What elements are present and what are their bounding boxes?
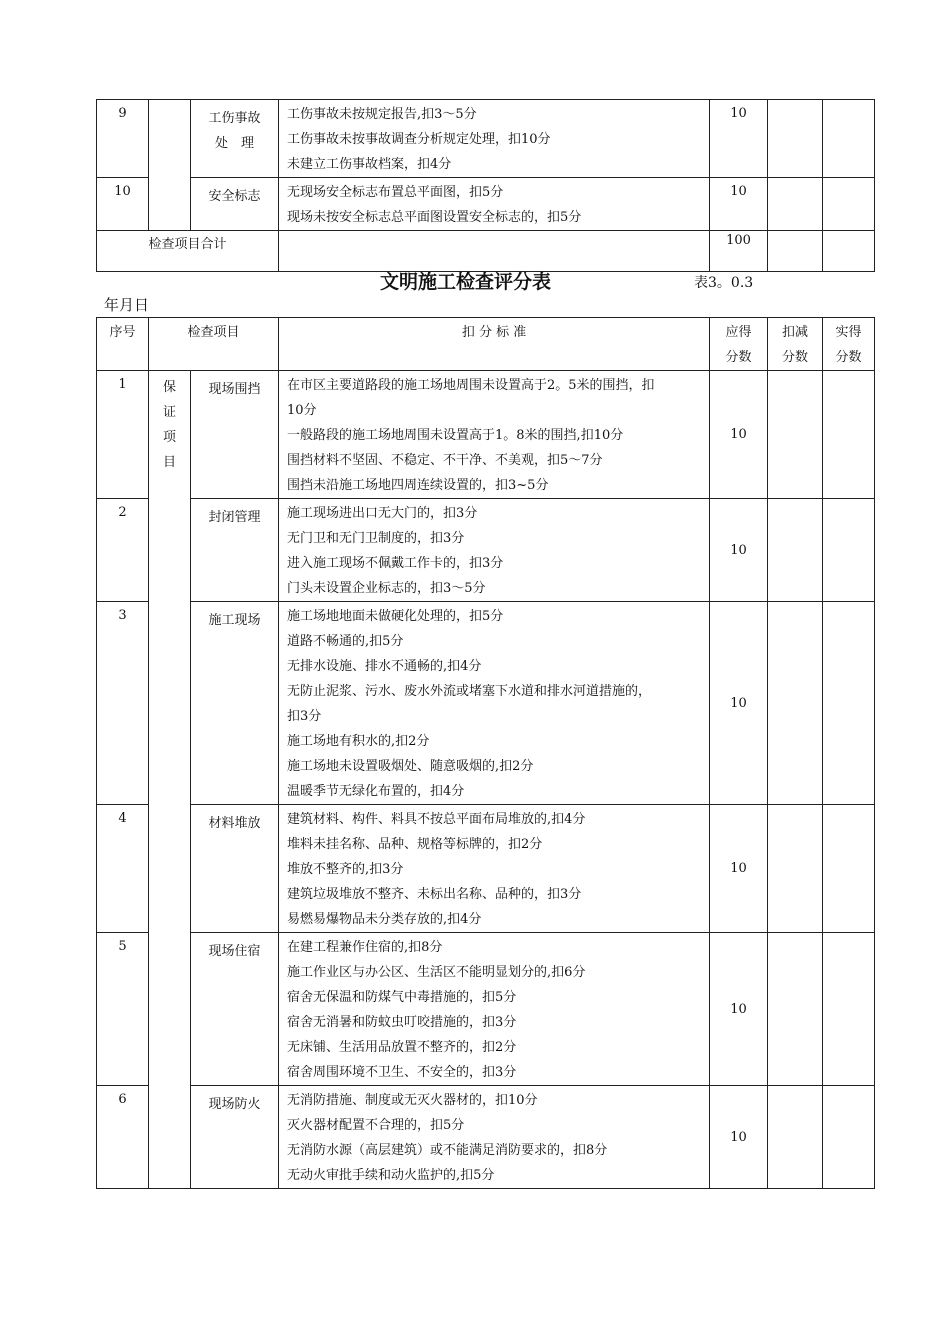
total-row (97, 231, 875, 272)
actual-score (823, 933, 875, 1086)
table-number: 表3。0.3 (694, 275, 754, 291)
table-row (97, 805, 875, 933)
header-no: 序号 (97, 318, 149, 371)
due-score: 10 (710, 602, 768, 805)
deducted-score (768, 933, 823, 1086)
group-cell (149, 100, 191, 231)
deducted-score (768, 178, 823, 231)
check-item: 现场围挡 (191, 371, 279, 499)
group-label: 保 证 项 目 (149, 371, 191, 1189)
check-item: 材料堆放 (191, 805, 279, 933)
actual-score (823, 371, 875, 499)
check-item: 工伤事故 处 理 (191, 100, 279, 178)
due-score: 10 (710, 371, 768, 499)
civilized-construction-score-table (96, 317, 875, 1189)
previous-score-table (96, 99, 875, 272)
actual-score (823, 499, 875, 602)
deducted-score (768, 100, 823, 178)
due-score: 10 (710, 1086, 768, 1189)
deducted-score (768, 371, 823, 499)
check-item: 封闭管理 (191, 499, 279, 602)
actual-score (823, 602, 875, 805)
actual-score (823, 805, 875, 933)
row-number: 3 (97, 602, 149, 805)
due-score: 10 (710, 499, 768, 602)
row-number: 4 (97, 805, 149, 933)
row-number: 6 (97, 1086, 149, 1189)
date-label: 年月日 (104, 296, 150, 314)
header-due: 应得 分数 (710, 318, 768, 371)
check-item: 施工现场 (191, 602, 279, 805)
header-item: 检查项目 (149, 318, 279, 371)
deducted-score (768, 499, 823, 602)
row-number: 5 (97, 933, 149, 1086)
actual-score (823, 178, 875, 231)
row-number: 1 (97, 371, 149, 499)
total-label: 检查项目合计 (97, 231, 279, 272)
row-number: 2 (97, 499, 149, 602)
page-title: 文明施工检查评分表 (380, 271, 552, 293)
header-actual: 实得 分数 (823, 318, 875, 371)
total-score: 100 (710, 231, 768, 272)
deduction-criteria: 建筑材料、构件、料具不按总平面布局堆放的,扣4分 堆料未挂名称、品种、规格等标牌的，扣2分 堆放不整齐的,扣3分 建筑垃圾堆放不整齐、未标出名称、品种的，扣3分 易燃易爆物品未分类存放的,扣4分 (279, 805, 710, 933)
table-row (97, 933, 875, 1086)
deducted-score (768, 1086, 823, 1189)
deducted-score (768, 602, 823, 805)
table-row (97, 371, 875, 499)
total-criteria (279, 231, 710, 272)
deduction-criteria: 在建工程兼作住宿的,扣8分 施工作业区与办公区、生活区不能明显划分的,扣6分 宿舍无保温和防煤气中毒措施的，扣5分 宿舍无消暑和防蚊虫叮咬措施的，扣3分 无床铺、生活用品放置不整齐的，扣2分 宿舍周围环境不卫生、不安全的，扣3分 (279, 933, 710, 1086)
row-number: 10 (97, 178, 149, 231)
check-item: 现场防火 (191, 1086, 279, 1189)
header-row (97, 318, 875, 371)
check-item: 安全标志 (191, 178, 279, 231)
deduction-criteria: 施工场地地面未做硬化处理的，扣5分 道路不畅通的,扣5分 无排水设施、排水不通畅的,扣4分 无防止泥浆、污水、废水外流或堵塞下水道和排水河道措施的， 扣3分 施工场地有积水的,扣2分 施工场地未设置吸烟处、随意吸烟的,扣2分 温暖季节无绿化布置的，扣4分 (279, 602, 710, 805)
deduction-criteria: 无消防措施、制度或无灭火器材的，扣10分 灭火器材配置不合理的，扣5分 无消防水源（高层建筑）或不能满足消防要求的，扣8分 无动火审批手续和动火监护的,扣5分 (279, 1086, 710, 1189)
header-criteria: 扣 分 标 准 (279, 318, 710, 371)
due-score: 10 (710, 805, 768, 933)
deduction-criteria: 工伤事故未按规定报告,扣3～5分 工伤事故未按事故调查分析规定处理，扣10分 未建立工伤事故档案，扣4分 (279, 100, 710, 178)
table-row (97, 100, 875, 178)
row-number: 9 (97, 100, 149, 178)
check-item: 现场住宿 (191, 933, 279, 1086)
due-score: 10 (710, 178, 768, 231)
deducted-score (768, 805, 823, 933)
deduction-criteria: 在市区主要道路段的施工场地周围未设置高于2。5米的围挡，扣 10分 一般路段的施工场地周围未设置高于1。8米的围挡,扣10分 围挡材料不坚固、不稳定、不干净、不美观，扣5～7分 围挡未沿施工场地四周连续设置的，扣3~5分 (279, 371, 710, 499)
total-deducted (768, 231, 823, 272)
table-row (97, 1086, 875, 1189)
actual-score (823, 1086, 875, 1189)
table-row (97, 499, 875, 602)
actual-score (823, 100, 875, 178)
total-actual (823, 231, 875, 272)
due-score: 10 (710, 100, 768, 178)
header-deduct: 扣减 分数 (768, 318, 823, 371)
table-row (97, 178, 875, 231)
deduction-criteria: 施工现场进出口无大门的，扣3分 无门卫和无门卫制度的，扣3分 进入施工现场不佩戴工作卡的，扣3分 门头未设置企业标志的，扣3～5分 (279, 499, 710, 602)
due-score: 10 (710, 933, 768, 1086)
table-row (97, 602, 875, 805)
deduction-criteria: 无现场安全标志布置总平面图，扣5分 现场未按安全标志总平面图设置安全标志的，扣5分 (279, 178, 710, 231)
